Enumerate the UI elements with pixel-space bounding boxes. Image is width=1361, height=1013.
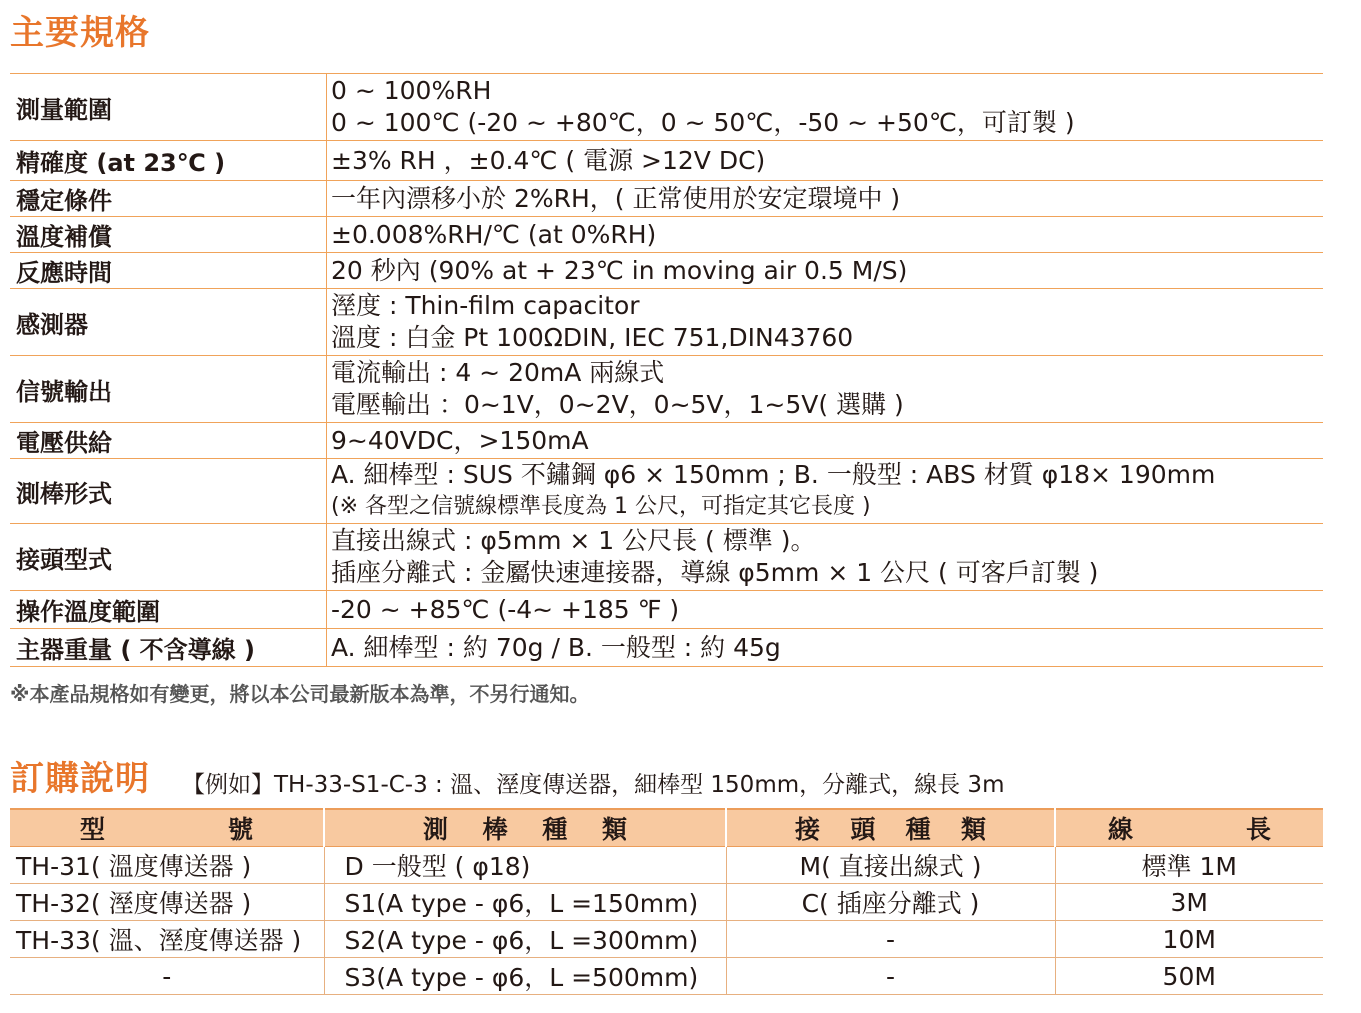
spec-row-operating-temp [10,591,1323,629]
spec-label: 主器重量 ( 不含導線 ) [10,629,327,667]
order-header-row [10,809,1323,847]
spec-row-temp-comp [10,217,1323,253]
spec-row-connector [10,524,1323,591]
probe-cell: S2(A type - φ6，L =300mm) [324,921,726,958]
length-cell: 3M [1055,884,1323,921]
spec-disclaimer: ※本產品規格如有變更，將以本公司最新版本為準，不另行通知。 [10,682,590,706]
spec-value-line: ±3% RH ，±0.4℃ ( 電源 >12V DC) [331,145,766,175]
spec-table [10,73,1323,667]
spec-label: 感測器 [10,289,327,356]
probe-cell: D 一般型 ( φ18) [324,847,726,884]
spec-value-line: 溼度 : Thin-film capacitor [331,291,640,320]
spec-value-line: 9~40VDC，>150mA [331,425,589,455]
spec-label: 接頭型式 [10,524,327,591]
spec-label: 反應時間 [10,253,327,289]
table-row [10,847,1323,884]
spec-value-line: 一年內漂移小於 2%RH，( 正常使用於安定環境中 ) [331,183,901,213]
order-section-title: 訂購說明 [10,759,150,799]
spec-value-line: -20 ~ +85℃ (-4~ +185 ℉ ) [331,594,680,624]
header-probe-type: 測 棒 種 類 [324,809,726,847]
probe-cell: S1(A type - φ6，L =150mm) [324,884,726,921]
spec-value-line: 0 ~ 100%RH [331,76,492,105]
spec-row-accuracy [10,141,1323,181]
spec-value-line: ±0.008%RH/℃ (at 0%RH) [331,219,657,249]
length-cell: 10M [1055,921,1323,958]
spec-row-stability [10,181,1323,217]
table-row [10,958,1323,995]
spec-value-line: 電流輸出 : 4 ~ 20mA 兩線式 [331,358,665,387]
connector-cell: M( 直接出線式 ) [726,847,1055,884]
header-connector-type: 接 頭 種 類 [726,809,1055,847]
spec-value-line: 電壓輸出 ：0~1V，0~2V，0~5V，1~5V( 選購 ) [331,390,904,419]
spec-label: 測棒形式 [10,459,327,524]
header-cable-length: 線 長 [1055,809,1323,847]
spec-label: 測量範圍 [10,74,327,141]
spec-row-probe [10,459,1323,524]
order-example: 【例如】TH-33-S1-C-3 : 溫、溼度傳送器，細棒型 150mm，分離式，線長 3m [182,772,1005,798]
connector-cell: - [726,958,1055,995]
spec-value-note: (※ 各型之信號線標準長度為 1 公尺，可指定其它長度 ) [331,494,871,519]
spec-value-line: 20 秒內 (90% at + 23℃ in moving air 0.5 M/S) [331,255,908,285]
spec-value-line: 0 ~ 100℃ (-20 ~ +80℃，0 ~ 50℃，-50 ~ +50℃，可訂製 ) [331,108,1075,137]
spec-label: 信號輸出 [10,356,327,423]
spec-row-response [10,253,1323,289]
spec-value-line: 插座分離式 : 金屬快速連接器，導線 φ5mm × 1 公尺 ( 可客戶訂製 ) [331,558,1099,587]
spec-label: 電壓供給 [10,423,327,459]
length-cell: 50M [1055,958,1323,995]
length-cell: 標準 1M [1055,847,1323,884]
connector-cell: C( 插座分離式 ) [726,884,1055,921]
spec-row-weight [10,629,1323,667]
spec-value-line: 溫度 : 白金 Pt 100ΩDIN, IEC 751,DIN43760 [331,323,854,352]
spec-row-sensor [10,289,1323,356]
header-model: 型 號 [10,809,324,847]
spec-section-title: 主要規格 [10,13,150,53]
connector-cell: - [726,921,1055,958]
spec-row-range [10,74,1323,141]
spec-row-power [10,423,1323,459]
table-row [10,884,1323,921]
order-table [10,808,1323,995]
model-cell: TH-32( 溼度傳送器 ) [10,884,324,921]
spec-row-output [10,356,1323,423]
model-cell: TH-31( 溫度傳送器 ) [10,847,324,884]
spec-value-line: A. 細棒型 : 約 70g / B. 一般型 : 約 45g [331,632,781,662]
spec-label: 操作溫度範圍 [10,591,327,629]
probe-cell: S3(A type - φ6，L =500mm) [324,958,726,995]
spec-value-line: A. 細棒型 : SUS 不鏽鋼 φ6 × 150mm ; B. 一般型 : ABS 材質 φ18× 190mm [331,460,1216,489]
model-cell: TH-33( 溫、溼度傳送器 ) [10,921,324,958]
spec-label: 穩定條件 [10,181,327,217]
spec-label: 精確度 (at 23℃ ) [10,141,327,181]
model-cell: - [10,958,324,995]
spec-value-line: 直接出線式 : φ5mm × 1 公尺長 ( 標準 )。 [331,526,816,555]
table-row [10,921,1323,958]
spec-label: 溫度補償 [10,217,327,253]
